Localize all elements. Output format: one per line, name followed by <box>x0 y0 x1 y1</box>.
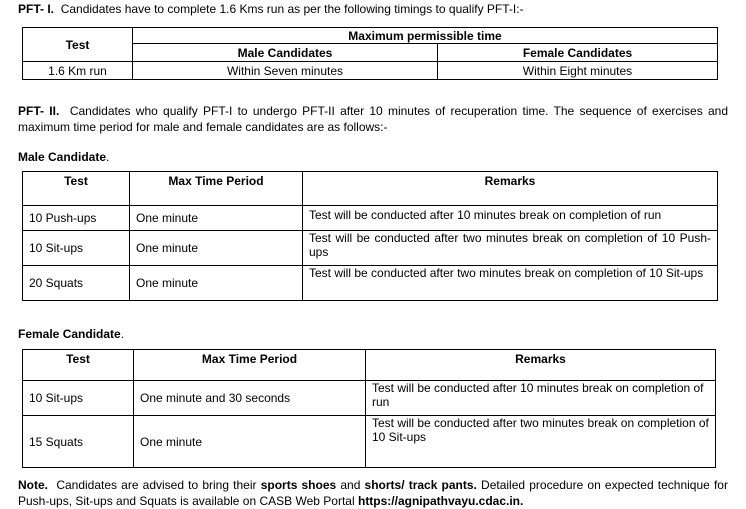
female-table <box>22 349 716 468</box>
pft1-col-test: Test <box>23 28 133 62</box>
male-row1-test: 10 Push-ups <box>23 206 130 231</box>
female-col-time: Max Time Period <box>134 350 366 381</box>
male-row1-time: One minute <box>130 206 303 231</box>
table-row <box>23 416 716 468</box>
pft1-cell-female: Within Eight minutes <box>438 62 718 80</box>
table-row <box>23 206 718 231</box>
table-row <box>23 62 718 80</box>
pft1-table <box>22 27 718 80</box>
pft1-col-male: Male Candidates <box>133 44 438 62</box>
pft1-label: PFT- I <box>18 2 51 16</box>
male-heading: Male Candidate. <box>18 150 110 164</box>
pft1-cell-male: Within Seven minutes <box>133 62 438 80</box>
pft1-col-female: Female Candidates <box>438 44 718 62</box>
male-col-time: Max Time Period <box>130 172 303 206</box>
female-row2-time: One minute <box>134 416 366 468</box>
female-row1-remarks: Test will be conducted after 10 minutes break on completion of run <box>366 381 716 416</box>
male-col-test: Test <box>23 172 130 206</box>
female-heading: Female Candidate. <box>18 327 125 341</box>
female-col-remarks: Remarks <box>366 350 716 381</box>
female-row2-test: 15 Squats <box>23 416 134 468</box>
male-row2-test: 10 Sit-ups <box>23 231 130 266</box>
male-row3-remarks: Test will be conducted after two minutes break on completion of 10 Sit-ups <box>303 266 718 301</box>
note-paragraph: Note. Candidates are advised to bring their sports shoes and shorts/ track pants. Detailed procedure on expected technique for Push-ups, Sit-ups and Squats is available on CASB Web Portal https://agnipathvayu.cdac.in. <box>18 478 728 508</box>
male-row3-test: 20 Squats <box>23 266 130 301</box>
female-col-test: Test <box>23 350 134 381</box>
pft1-intro: PFT- I. Candidates have to complete 1.6 Kms run as per the following timings to qualify PFT-I:- <box>18 2 524 16</box>
portal-link[interactable]: https://agnipathvayu.cdac.in <box>357 494 521 508</box>
pft1-col-max: Maximum permissible time <box>133 28 718 44</box>
male-row2-remarks: Test will be conducted after two minutes break on completion of 10 Push-ups <box>303 231 718 266</box>
table-row <box>23 381 716 416</box>
table-row <box>23 231 718 266</box>
male-table <box>22 171 718 301</box>
male-row1-remarks: Test will be conducted after 10 minutes break on completion of run <box>303 206 718 231</box>
male-row2-time: One minute <box>130 231 303 266</box>
male-col-remarks: Remarks <box>303 172 718 206</box>
note-sports-shoes: sports shoes <box>260 478 337 492</box>
pft1-text: Candidates have to complete 1.6 Kms run as per the following timings to qualify PFT-I:- <box>60 2 524 16</box>
pft1-cell-test: 1.6 Km run <box>23 62 133 80</box>
table-row <box>23 266 718 301</box>
male-row3-time: One minute <box>130 266 303 301</box>
pft2-text: Candidates who qualify PFT-I to undergo PFT-II after 10 minutes of recuperation time. The sequence of exercises and maximum time period for male and female candidates are as follows:- <box>18 104 729 134</box>
pft2-intro: PFT- II. Candidates who qualify PFT-I to undergo PFT-II after 10 minutes of recuperation time. The sequence of exercises and maximum time period for male and female candidates are as follows:- <box>18 104 729 134</box>
female-row1-test: 10 Sit-ups <box>23 381 134 416</box>
note-shorts: shorts/ track pants. <box>364 478 477 492</box>
female-row1-time: One minute and 30 seconds <box>134 381 366 416</box>
note-label: Note. <box>18 478 48 492</box>
pft2-label: PFT- II <box>18 104 56 118</box>
female-row2-remarks: Test will be conducted after two minutes break on completion of 10 Sit-ups <box>366 416 716 468</box>
